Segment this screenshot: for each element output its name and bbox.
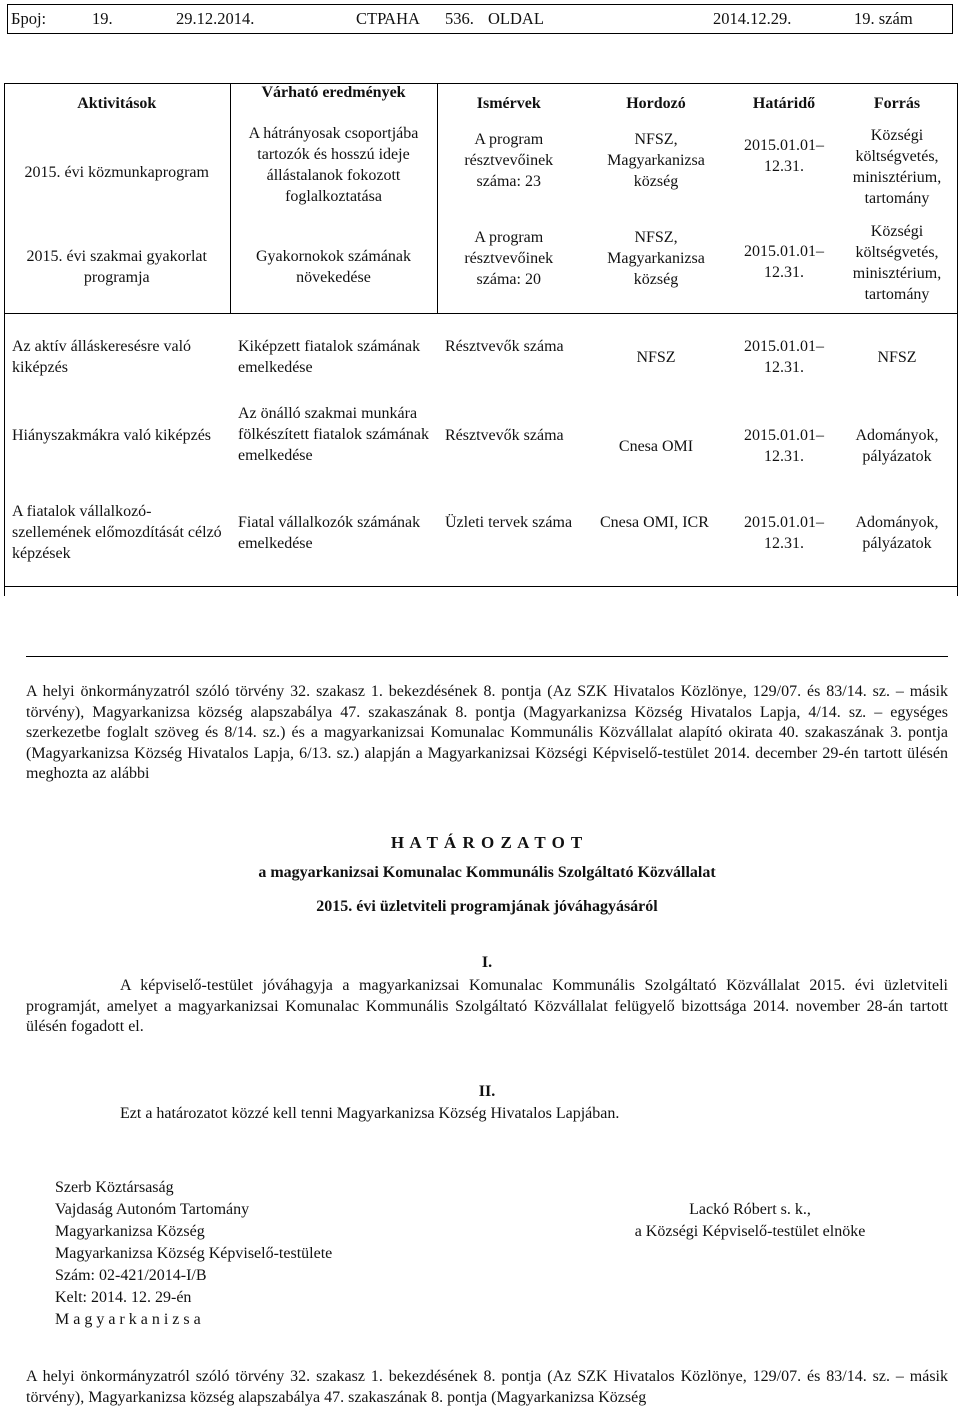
- signer-title: a Községi Képviselő-testület elnöke: [634, 1223, 866, 1240]
- footer-paragraph: A helyi önkormányzatról szóló törvény 32. szakasz 1. bekezdésének 8. pontja (Az SZK Hivatalos Közlönye, 129/07. és 83/14. sz. – másik törvény), Magyarkanizsa község alapszabálya 47. szakaszának 8. pontja (Magyarkanizsa Község: [26, 1368, 948, 1406]
- header-activities: Aktivitások: [4, 83, 230, 123]
- row-carrier: Cnesa OMI, ICR: [580, 493, 732, 586]
- signer-name: Lackó Róbert s. k.,: [689, 1201, 811, 1218]
- row-result: Fiatal vállalkozók számának emelkedése: [230, 493, 437, 586]
- issuer-municipality: Magyarkanizsa Község: [55, 1223, 205, 1240]
- row-deadline: 2015.01.01– 12.31.: [744, 137, 824, 175]
- row-deadline: 2015.01.01– 12.31.: [744, 427, 824, 465]
- row-source: Adományok, pályázatok: [855, 427, 939, 465]
- row-result: Kiképzett fiatalok számának emelkedése: [238, 337, 421, 376]
- issuer-date: Kelt: 2014. 12. 29-én: [55, 1289, 192, 1306]
- header-carrier: Hordozó: [626, 94, 686, 112]
- issuer-province: Vajdaság Autonóm Tartomány: [55, 1201, 250, 1218]
- section-1-text: A képviselő-testület jóváhagyja a magyarkanizsai Komunalac Kommunális Szolgáltató Közvállalat 2015. évi üzletviteli programját, amelyet a magyarkanizsai Komunalac Kommunális Szolgáltató Közvállalat felügyelő bizottsága 2014. november 28-án tartott ülésén fogadott el.: [26, 977, 948, 1035]
- issuer-country: Szerb Köztársaság: [55, 1179, 174, 1196]
- header-date-1: 29.12.2014.: [176, 9, 255, 28]
- row-activity: Az aktív álláskeresésre való kiképzés: [12, 337, 192, 376]
- table-row: [4, 313, 958, 399]
- header-date-2: 2014.12.29.: [713, 9, 792, 28]
- header-broj: Број:: [11, 9, 47, 28]
- row-deadline: 2015.01.01– 12.31.: [744, 337, 824, 376]
- row-criteria: Résztvevők száma: [445, 427, 564, 444]
- row-deadline: 2015.01.01– 12.31.: [732, 493, 836, 586]
- row-activity: 2015. évi közmunkaprogram: [4, 123, 230, 221]
- header-strana: СТРАНА: [356, 9, 420, 28]
- header-issue: 19. szám: [854, 9, 913, 28]
- row-criteria: Üzleti tervek száma: [437, 493, 580, 586]
- separator-line: [26, 656, 948, 657]
- section-1-number: I.: [481, 954, 493, 971]
- page-header: [7, 4, 953, 34]
- header-deadline: Határidő: [752, 94, 816, 112]
- table-row: [4, 493, 958, 586]
- row-criteria: Résztvevők száma: [445, 337, 564, 355]
- decision-subtitle-2: 2015. évi üzletviteli programjának jóváhagyásáról: [316, 898, 658, 915]
- row-criteria: A program résztvevőinek száma: 23: [464, 131, 554, 190]
- header-criteria: Ismérvek: [476, 94, 541, 112]
- section-2-number: II.: [478, 1083, 496, 1100]
- decision-subtitle-1: a magyarkanizsai Komunalac Kommunális Szolgáltató Közvállalat: [258, 864, 716, 881]
- issuer-assembly: Magyarkanizsa Község Képviselő-testülete: [55, 1245, 333, 1262]
- preamble-paragraph: A helyi önkormányzatról szóló törvény 32. szakasz 1. bekezdésének 8. pontja (Az SZK Hivatalos Közlönye, 129/07. és 83/14. sz. – másik törvény), Magyarkanizsa község alapszabálya 47. szakaszának 8. pontja (Magyarkanizsa Község Hivatalos Lapja, 4/14. sz. – egységes szerkezetbe foglalt szöveg és 8/14. sz.) és a magyarkanizsai Komunalac Kommunális Közvállalat alapító okirata 40. szakaszának 3. pontja (Magyarkanizsa Község Hivatalos Lapja, 6/13. sz.) alapján a Magyarkanizsai Községi Képviselő-testület 2014. december 29-én tartott ülésén meghozta az alábbi: [26, 683, 948, 782]
- row-carrier: NFSZ, Magyarkanizsa község: [580, 221, 732, 313]
- row-result: A hátrányosak csoportjába tartozók és hosszú ideje állástalanok fokozott foglalkoztatása: [230, 123, 437, 221]
- header-oldal: OLDAL: [488, 9, 544, 28]
- section-2-text: Ezt a határozatot közzé kell tenni Magyarkanizsa Község Hivatalos Lapjában.: [120, 1105, 620, 1122]
- table-row: [4, 399, 958, 493]
- row-source: NFSZ: [877, 348, 917, 366]
- issuer-number: Szám: 02-421/2014-I/B: [55, 1267, 207, 1284]
- row-deadline: 2015.01.01– 12.31.: [732, 221, 836, 313]
- table-row: [4, 221, 958, 313]
- row-activity: 2015. évi szakmai gyakorlat programja: [4, 221, 230, 313]
- row-carrier: NFSZ: [636, 348, 676, 366]
- signer-block: [600, 1199, 900, 1243]
- row-carrier: Cnesa OMI: [618, 438, 694, 455]
- row-result: Gyakornokok számának növekedése: [230, 221, 437, 313]
- row-activity: Hiányszakmákra való kiképzés: [12, 427, 212, 444]
- row-source: Községi költségvetés, minisztérium, tartomány: [852, 127, 942, 207]
- row-source: Községi költségvetés, minisztérium, tartomány: [836, 221, 958, 313]
- row-activity: A fiatalok vállalkozó-szellemének előmozdítását célzó képzések: [4, 493, 230, 586]
- issuer-place: M a g y a r k a n i z s a: [55, 1311, 201, 1328]
- table-row: [4, 123, 958, 221]
- activities-table: [4, 83, 958, 587]
- header-expected-results: Várható eredmények: [230, 83, 437, 123]
- row-carrier: NFSZ, Magyarkanizsa község: [607, 131, 705, 190]
- row-criteria: A program résztvevőinek száma: 20: [437, 221, 580, 313]
- header-source: Forrás: [873, 94, 921, 112]
- header-page-number: 536.: [445, 9, 474, 28]
- row-result: Az önálló szakmai munkára fölkészített fiatalok számának emelkedése: [238, 405, 430, 464]
- row-source: Adományok, pályázatok: [836, 493, 958, 586]
- issuer-block: [55, 1177, 332, 1331]
- decision-title: H A T Á R O Z A T O T: [390, 833, 584, 852]
- header-broj-num: 19.: [92, 9, 113, 28]
